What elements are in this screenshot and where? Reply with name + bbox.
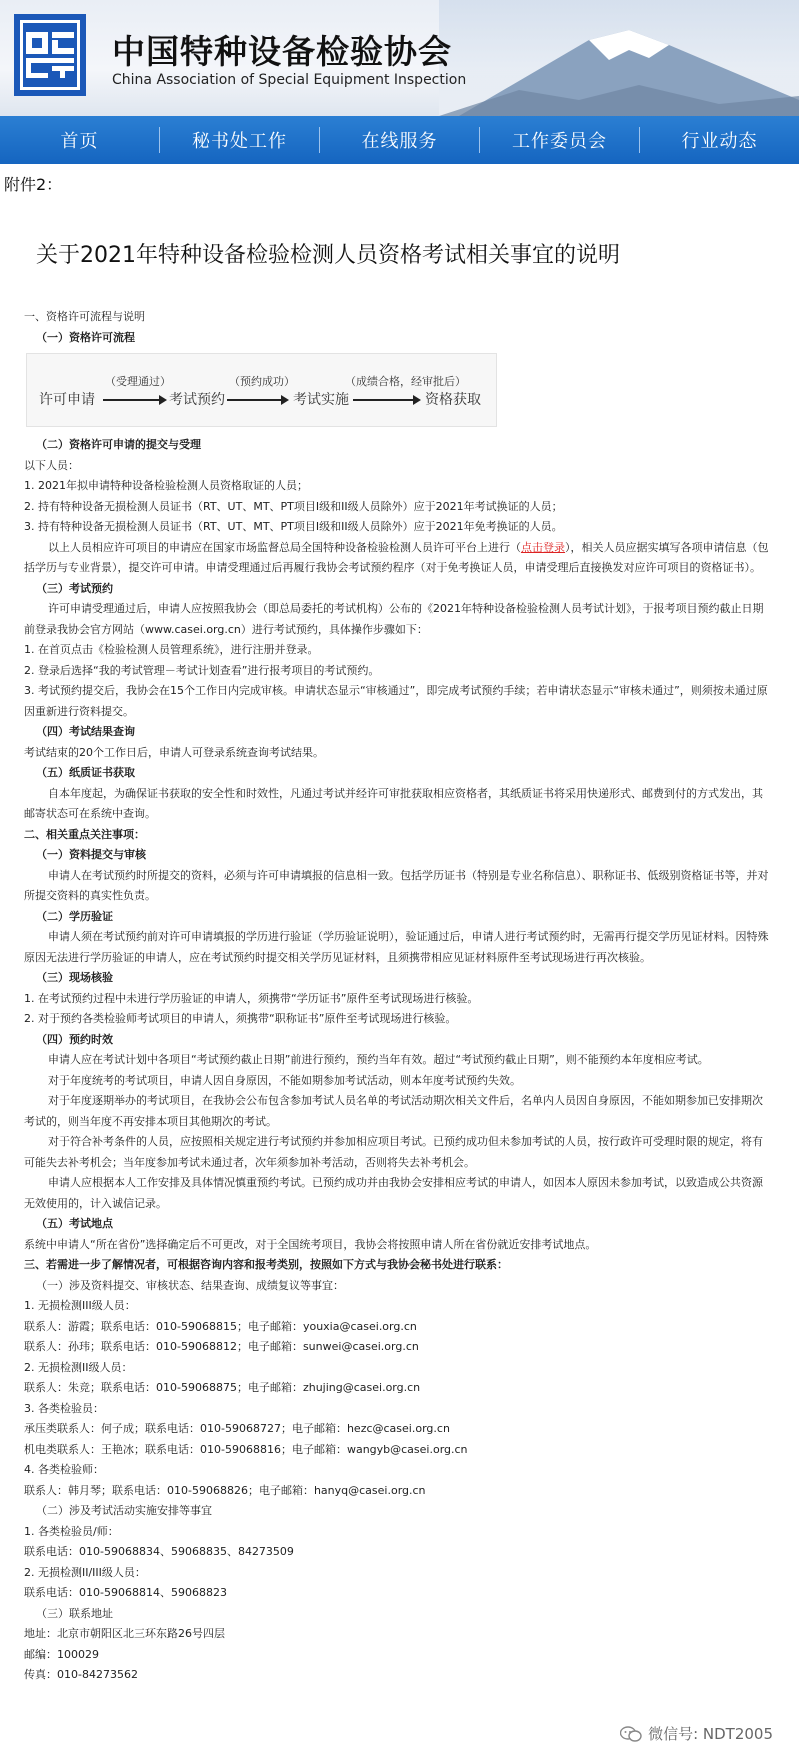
subsection-heading: （一）资料提交与审核	[36, 848, 146, 861]
wechat-icon	[620, 1726, 642, 1742]
list-item: 1. 2021年拟申请特种设备检验检测人员资格取证的人员；	[24, 479, 308, 492]
flow-node: 许可申请	[39, 392, 95, 408]
site-title-cn: 中国特种设备检验协会	[112, 32, 452, 71]
subsection-heading: （四）预约时效	[36, 1032, 113, 1046]
subsection-heading: （五）纸质证书获取	[36, 766, 135, 779]
subsection-heading: （一）涉及资料提交、审核状态、结果查询、成绩复议等事宜：	[36, 1278, 344, 1292]
contact-line: 3. 各类检验员：	[24, 1401, 104, 1415]
site-title-en: China Association of Special Equipment Inspection	[112, 72, 467, 88]
subsection-heading: （三）考试预约	[36, 581, 113, 595]
list-item: 1. 在考试预约过程中未进行学历验证的申请人，须携带“学历证书”原件至考试现场进行核验。	[24, 991, 479, 1005]
list-item: 3. 持有特种设备无损检测人员证书（RT、UT、MT、PT项目I级和II级人员除外）应于2021年免考换证的人员。	[24, 520, 563, 533]
contact-line: 机电类联系人：王艳冰；联系电话：010-59068816；电子邮箱：wangyb@casei.org.cn	[24, 1442, 468, 1456]
list-item: 2. 持有特种设备无损检测人员证书（RT、UT、MT、PT项目I级和II级人员除外）应于2021年考试换证的人员；	[24, 499, 563, 513]
nav-item-committees[interactable]: 工作委员会	[512, 131, 607, 152]
subsection-heading: （三）联系地址	[36, 1606, 113, 1620]
license-flow-diagram	[26, 353, 497, 427]
subsection-heading: （二）涉及考试活动实施安排等事宜	[36, 1504, 212, 1517]
paragraph: 对于符合补考条件的人员，应按照相关规定进行考试预约并参加相应项目考试。已预约成功但未参加考试的人员，按行政许可受理时限的规定，将有可能失去补考机会；当年度参加考试未通过者，次年须参加补考活动，否则将失去补考机会。	[24, 1135, 763, 1169]
subsection-heading: （一）资格许可流程	[36, 330, 135, 344]
attachment-label: 附件2：	[4, 175, 63, 194]
contact-line: 1. 无损检测III级人员：	[24, 1299, 136, 1312]
list-item: 1. 在首页点击《检验检测人员管理系统》，进行注册并登录。	[24, 643, 319, 656]
paragraph: 以下人员：	[24, 458, 79, 472]
paragraph: 系统中申请人“所在省份”选择确定后不可更改，对于全国统考项目，我协会将按照申请人所在省份就近安排考试地点。	[24, 1237, 597, 1251]
paragraph-text: ），相关人员应据实填写各项申请信息（包括学历与专业背景），提交许可申请。申请受理通过后再履行我协会考试预约程序（对于免考换证人员，申请受理后直接换发对应许可项目的资格证书）。	[24, 540, 769, 574]
flow-condition: （受理通过）	[105, 375, 171, 388]
contact-line: 联系电话：010-59068834、59068835、84273509	[24, 1545, 294, 1558]
subsection-heading: （四）考试结果查询	[36, 725, 135, 738]
paragraph: 自本年度起，为确保证书获取的安全性和时效性，凡通过考试并经许可审批获取相应资格者，其纸质证书将采用快递形式、邮费到付的方式发出，其邮寄状态可在系统中查询。	[24, 786, 763, 820]
contact-line: 联系人：朱竞；联系电话：010-59068875；电子邮箱：zhujing@casei.org.cn	[24, 1381, 421, 1394]
flow-node: 考试预约	[169, 392, 225, 408]
flow-condition: （成绩合格，经审批后）	[345, 375, 466, 388]
mountain-banner-image	[439, 0, 799, 116]
section-heading: 一、资格许可流程与说明	[24, 310, 145, 323]
nav-item-secretariat[interactable]: 秘书处工作	[192, 131, 287, 152]
flow-arrow	[103, 399, 165, 401]
contact-line: 邮编：100029	[24, 1647, 99, 1661]
subsection-heading: （五）考试地点	[36, 1217, 113, 1230]
flow-arrow	[353, 399, 419, 401]
subsection-heading: （三）现场核验	[36, 971, 113, 984]
document-body	[24, 307, 772, 1686]
contact-line: 4. 各类检验师：	[24, 1463, 104, 1476]
paragraph: 申请人须在考试预约前对许可申请填报的学历进行验证（学历验证说明），验证通过后，申请人进行考试预约时，无需再行提交学历见证材料。因特殊原因无法进行学历验证的申请人，应在考试预约时提交相关学历见证材料，且须携带相应见证材料原件至考试现场进行再次核验。	[24, 930, 769, 964]
document-title: 关于2021年特种设备检验检测人员资格考试相关事宜的说明	[36, 243, 620, 268]
contact-line: 1. 各类检验员/师：	[24, 1524, 119, 1538]
paragraph: 对于年度统考的考试项目，申请人因自身原因，不能如期参加考试活动，则本年度考试预约失效。	[48, 1073, 521, 1087]
contact-line: 承压类联系人：何子成；联系电话：010-59068727；电子邮箱：hezc@casei.org.cn	[24, 1422, 450, 1435]
section-heading: 二、相关重点关注事项：	[24, 827, 145, 841]
association-logo-icon[interactable]	[14, 14, 86, 96]
site-header	[0, 0, 799, 116]
flow-condition: （预约成功）	[229, 375, 295, 388]
list-item: 2. 登录后选择“我的考试管理－考试计划查看”进行报考项目的考试预约。	[24, 663, 380, 677]
contact-line: 2. 无损检测II/III级人员：	[24, 1565, 146, 1579]
contact-line: 2. 无损检测II级人员：	[24, 1360, 133, 1374]
contact-line: 联系人：孙玮；联系电话：010-59068812；电子邮箱：sunwei@casei.org.cn	[24, 1340, 419, 1353]
contact-line: 传真：010-84273562	[24, 1668, 138, 1681]
subsection-heading: （二）资格许可申请的提交与受理	[36, 438, 201, 451]
paragraph	[24, 538, 772, 579]
flow-arrow	[227, 399, 287, 401]
paragraph-text: 以上人员相应许可项目的申请应在国家市场监督总局全国特种设备检验检测人员许可平台上进行（	[48, 540, 521, 554]
nav-item-industry-news[interactable]: 行业动态	[681, 131, 758, 152]
contact-line: 联系人：韩月琴；联系电话：010-59068826；电子邮箱：hanyq@casei.org.cn	[24, 1483, 426, 1497]
nav-item-online-service[interactable]: 在线服务	[361, 131, 438, 152]
paragraph: 申请人应根据本人工作安排及具体情况慎重预约考试。已预约成功并由我协会安排相应考试的申请人，如因本人原因未参加考试，以致造成公共资源无效使用的，计入诚信记录。	[24, 1176, 763, 1210]
subsection-heading: （二）学历验证	[36, 909, 113, 923]
flow-node: 考试实施	[293, 392, 349, 408]
nav-item-home[interactable]: 首页	[60, 131, 99, 152]
contact-line: 联系人：游霞；联系电话：010-59068815；电子邮箱：youxia@casei.org.cn	[24, 1319, 417, 1333]
main-nav	[0, 116, 799, 164]
paragraph: 申请人应在考试计划中各项目“考试预约截止日期”前进行预约，预约当年有效。超过“考试预约截止日期”，则不能预约本年度相应考试。	[48, 1053, 709, 1066]
section-heading: 三、若需进一步了解情况者，可根据咨询内容和报考类别，按照如下方式与我协会秘书处进行联系：	[24, 1258, 508, 1271]
list-item: 3. 考试预约提交后，我协会在15个工作日内完成审核。申请状态显示“审核通过”，即完成考试预约手续；若申请状态显示“审核未通过”，则须按未通过原因重新进行资料提交。	[24, 684, 768, 718]
contact-line: 地址：北京市朝阳区北三环东路26号四层	[24, 1627, 225, 1640]
paragraph: 申请人在考试预约时所提交的资料，必须与许可申请填报的信息相一致。包括学历证书（特别是专业名称信息）、职称证书、低级别资格证书等，并对所提交资料的真实性负责。	[24, 868, 769, 902]
login-link[interactable]: 点击登录	[521, 540, 565, 554]
flow-node: 资格获取	[425, 392, 481, 408]
wechat-watermark	[620, 1723, 773, 1744]
watermark-text: 微信号: NDT2005	[648, 1725, 773, 1743]
list-item: 2. 对于预约各类检验师考试项目的申请人，须携带“职称证书”原件至考试现场进行核验。	[24, 1012, 457, 1025]
contact-line: 联系电话：010-59068814、59068823	[24, 1586, 227, 1599]
paragraph: 许可申请受理通过后，申请人应按照我协会（即总局委托的考试机构）公布的《2021年特种设备检验检测人员考试计划》，于报考项目预约截止日期前登录我协会官方网站（www.casei.org.cn）进行考试预约，具体操作步骤如下：	[24, 602, 764, 636]
paragraph: 考试结束的20个工作日后，申请人可登录系统查询考试结果。	[24, 745, 324, 759]
paragraph: 对于年度逐期举办的考试项目，在我协会公布包含参加考试人员名单的考试活动期次相关文件后，名单内人员因自身原因，不能如期参加已安排期次考试的，则当年度不再安排本项目其他期次的考试。	[24, 1094, 763, 1128]
